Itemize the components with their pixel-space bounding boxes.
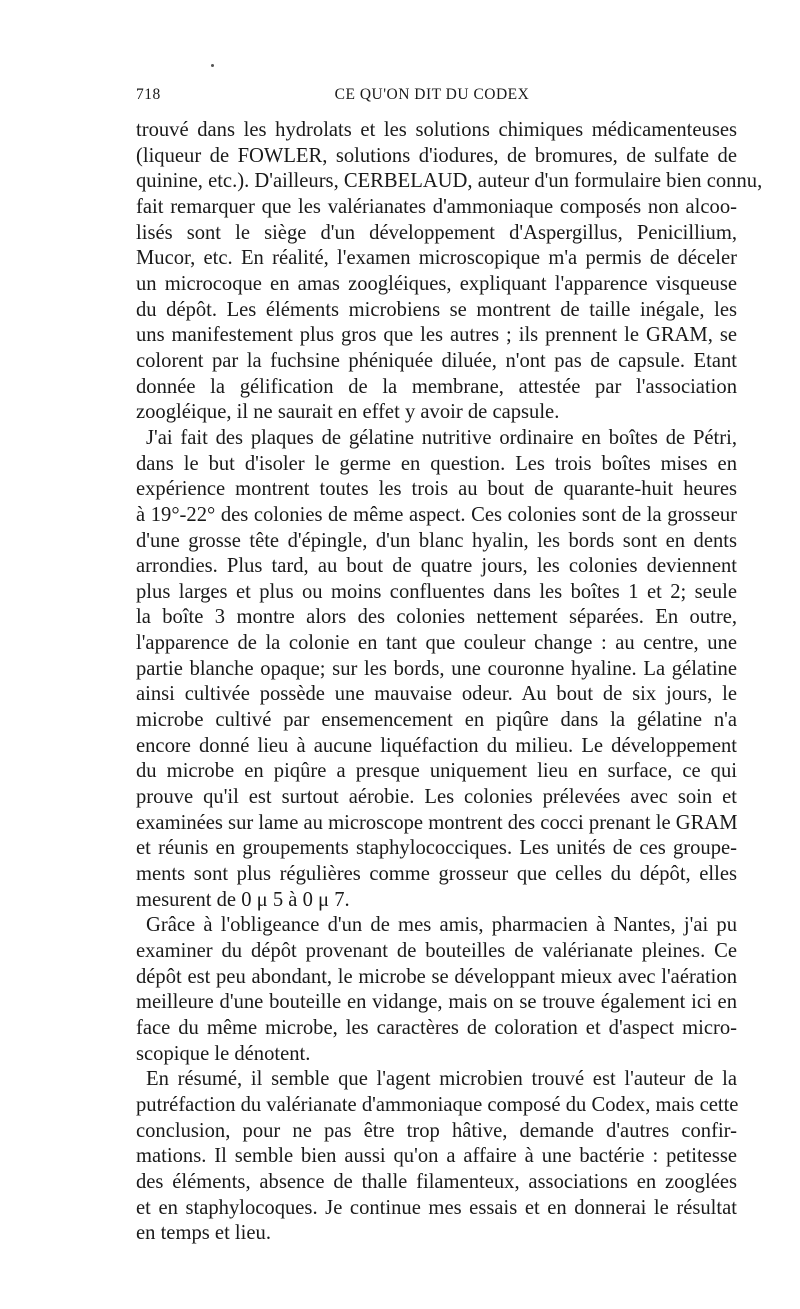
text-line: dans le but d'isoler le germe en question. Les trois boîtes mises en: [136, 452, 737, 475]
text-line: arrondies. Plus tard, au bout de quatre jours, les colonies deviennent: [136, 555, 737, 578]
paragraph: [136, 1067, 737, 1247]
text-line: un microcoque en amas zoogléiques, expliquant l'apparence visqueuse: [136, 272, 737, 295]
text-line: quinine, etc.). D'ailleurs, CERBELAUD, auteur d'un formulaire bien connu,: [136, 170, 763, 193]
text-line: donnée la gélification de la membrane, attestée par l'association: [136, 375, 737, 398]
text-line: (liqueur de FOWLER, solutions d'iodures, de bromures, de sulfate de: [136, 144, 737, 167]
text-line: En résumé, il semble que l'agent microbien trouvé est l'auteur de la: [146, 1068, 737, 1091]
text-line: prouve qu'il est surtout aérobie. Les colonies prélevées avec soin et: [136, 786, 737, 809]
text-line: encore donné lieu à aucune liquéfaction du milieu. Le développement: [136, 734, 737, 757]
text-line: colorent par la fuchsine phéniquée diluée, n'ont pas de capsule. Etant: [136, 349, 737, 372]
text-line: Mucor, etc. En réalité, l'examen microscopique m'a permis de déceler: [136, 247, 737, 270]
text-line: partie blanche opaque; sur les bords, une couronne hyaline. La gélatine: [136, 657, 737, 680]
text-line: J'ai fait des plaques de gélatine nutritive ordinaire en boîtes de Pétri,: [146, 426, 737, 449]
text-line: fait remarquer que les valérianates d'ammoniaque composés non alcoo-: [136, 195, 737, 218]
running-head: CE QU'ON DIT DU CODEX: [334, 86, 530, 103]
text-line: meilleure d'une bouteille en vidange, mais on se trouve également ici en: [136, 991, 737, 1014]
paragraph: [136, 426, 737, 913]
text-line: Grâce à l'obligeance d'un de mes amis, pharmacien à Nantes, j'ai pu: [146, 914, 737, 937]
text-line: et en staphylocoques. Je continue mes essais et en donnerai le résultat: [136, 1196, 737, 1219]
text-line: ainsi cultivée possède une mauvaise odeur. Au bout de six jours, le: [136, 683, 737, 706]
text-line: scopique le dénotent.: [136, 1042, 311, 1065]
text-line: face du même microbe, les caractères de coloration et d'aspect micro-: [136, 1016, 737, 1039]
text-line: examinées sur lame au microscope montrent des cocci prenant le GRAM: [136, 811, 738, 834]
page-number: 718: [136, 86, 161, 103]
text-line: uns manifestement plus gros que les autres ; ils prennent le GRAM, se: [136, 324, 737, 347]
text-line: à 19°-22° des colonies de même aspect. Ces colonies sont de la grosseur: [136, 503, 737, 526]
body-text: [136, 118, 763, 1247]
text-line: et réunis en groupements staphylococciques. Les unités de ces groupe-: [136, 837, 737, 860]
text-line: en temps et lieu.: [136, 1222, 271, 1245]
printer-mark: [211, 64, 214, 67]
paragraph: [136, 913, 737, 1067]
text-line: l'apparence de la colonie en tant que couleur change : au centre, une: [136, 632, 737, 655]
text-line: mations. Il semble bien aussi qu'on a affaire à une bactérie : petitesse: [136, 1145, 737, 1168]
page-header: [136, 86, 728, 112]
text-line: expérience montrent toutes les trois au bout de quarante-huit heures: [136, 478, 737, 501]
text-line: ments sont plus régulières comme grosseur que celles du dépôt, elles: [136, 863, 737, 886]
text-line: du dépôt. Les éléments microbiens se montrent de taille inégale, les: [136, 298, 737, 321]
text-line: mesurent de 0 μ 5 à 0 μ 7.: [136, 888, 350, 911]
text-line: lisés sont le siège d'un développement d'Aspergillus, Penicillium,: [136, 221, 737, 244]
text-line: microbe cultivé par ensemencement en piqûre dans la gélatine n'a: [136, 709, 737, 732]
text-line: dépôt est peu abondant, le microbe se développant mieux avec l'aération: [136, 965, 737, 988]
text-line: examiner du dépôt provenant de bouteilles de valérianate pleines. Ce: [136, 940, 737, 962]
text-line: la boîte 3 montre alors des colonies nettement séparées. En outre,: [136, 606, 737, 629]
text-line: plus larges et plus ou moins confluentes dans les boîtes 1 et 2; seule: [136, 580, 737, 603]
text-line: conclusion, pour ne pas être trop hâtive, demande d'autres confir-: [136, 1119, 737, 1142]
text-line: des éléments, absence de thalle filamenteux, associations en zooglées: [136, 1170, 737, 1193]
text-line: putréfaction du valérianate d'ammoniaque composé du Codex, mais cette: [136, 1093, 739, 1116]
text-line: du microbe en piqûre a presque uniquement lieu en surface, ce qui: [136, 760, 737, 783]
text-line: zoogléique, il ne saurait en effet y avoir de capsule.: [136, 401, 560, 424]
text-line: trouvé dans les hydrolats et les solutions chimiques médicamenteuses: [136, 119, 737, 141]
text-line: d'une grosse tête d'épingle, d'un blanc hyalin, les bords sont en dents: [136, 529, 737, 552]
paragraph: [136, 118, 763, 426]
